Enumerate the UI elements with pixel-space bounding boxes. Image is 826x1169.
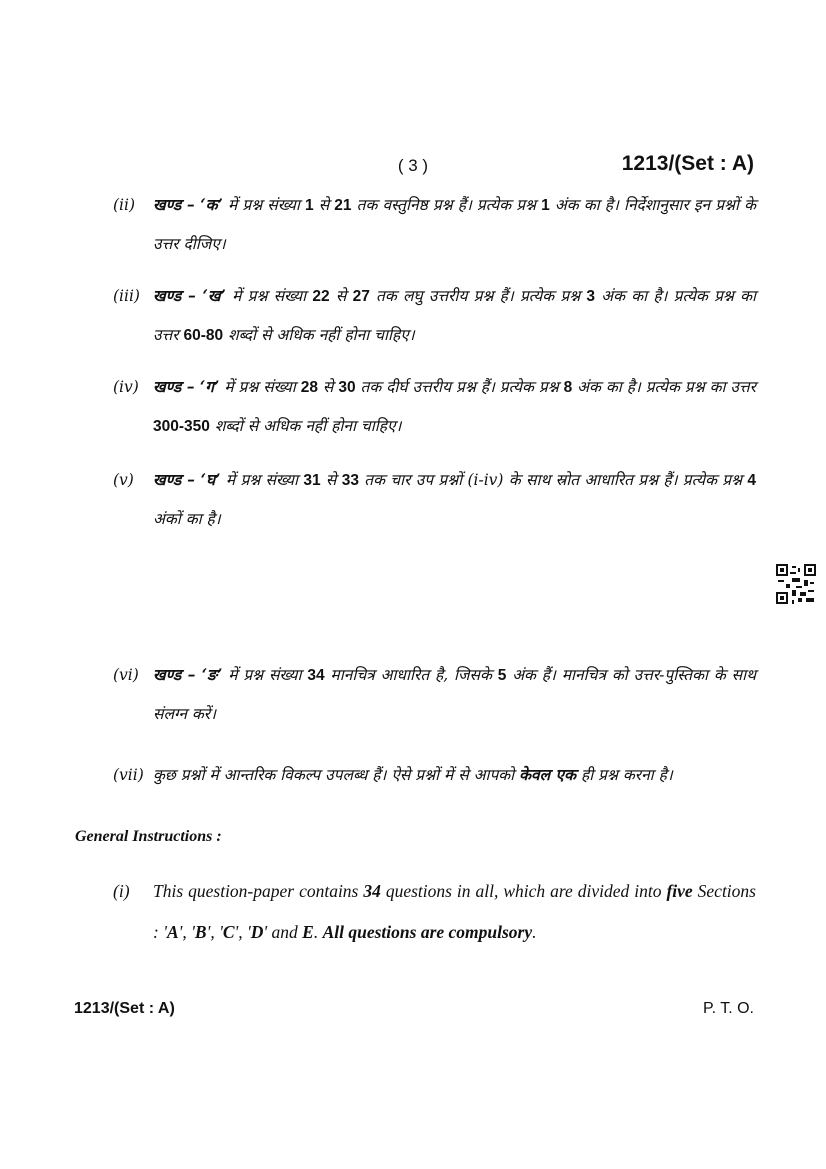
number-emphasis: 28 — [300, 379, 318, 396]
text-run: questions in all, which are divided into — [380, 881, 667, 901]
bold-emphasis: E — [302, 922, 314, 942]
text-run: में प्रश्न संख्या — [222, 666, 308, 684]
text-run: ही प्रश्न करना है। — [576, 766, 673, 784]
text-run: तक लघु उत्तरीय प्रश्न हैं। प्रत्येक प्रश्न — [369, 287, 587, 305]
text-run: शब्दों से अधिक नहीं होना चाहिए। — [223, 326, 415, 344]
set-code-header: 1213/(Set : A) — [621, 152, 754, 175]
instruction-iii — [113, 277, 756, 355]
instruction-vii — [113, 756, 756, 794]
instruction-text — [153, 368, 756, 446]
bold-emphasis: खण्ड – ‘ङ’ — [153, 665, 223, 684]
bold-emphasis: केवल एक — [519, 765, 577, 784]
instruction-v — [113, 461, 756, 538]
number-emphasis: 1 — [304, 197, 314, 214]
text-run: Sections : ' — [153, 881, 756, 942]
number-emphasis: 8 — [563, 379, 573, 396]
bold-emphasis: A — [166, 922, 179, 942]
instruction-ii — [113, 186, 756, 263]
instruction-marker: (i) — [113, 881, 130, 901]
bold-emphasis: All questions are compulsory — [322, 922, 533, 942]
text-run: तक वस्तुनिष्ठ प्रश्न हैं। प्रत्येक प्रश्न — [351, 196, 542, 214]
instruction-text — [153, 186, 756, 263]
text-run: अंक का है। निर्देशानुसार इन प्रश्नों के उत्तर दीजिए। — [153, 196, 757, 253]
text-run: तक दीर्घ उत्तरीय प्रश्न हैं। प्रत्येक प्रश्न — [355, 378, 564, 396]
instruction-iv — [113, 368, 756, 446]
text-run: से — [313, 196, 335, 214]
text-run: ', ' — [178, 922, 195, 942]
instruction-marker: (ii) — [113, 196, 136, 214]
qr-code-icon — [776, 564, 816, 604]
general-instructions-heading: General Instructions : — [75, 828, 222, 845]
text-run: मानचित्र आधारित है, जिसके — [324, 666, 498, 684]
bold-emphasis: 34 — [363, 881, 381, 901]
bold-emphasis: B — [194, 922, 207, 942]
instruction-text — [153, 871, 756, 953]
text-run: में प्रश्न संख्या — [220, 471, 304, 489]
instruction-text — [153, 656, 756, 733]
number-emphasis: 1 — [541, 197, 550, 214]
general-instruction-i — [113, 871, 756, 953]
text-run: . — [532, 922, 537, 942]
instruction-marker: (iv) — [113, 378, 139, 396]
bold-emphasis: खण्ड – ‘ख’ — [153, 286, 226, 305]
number-emphasis: 27 — [352, 288, 370, 305]
bold-emphasis: खण्ड – ‘घ’ — [153, 470, 221, 489]
text-run: में प्रश्न संख्या — [222, 196, 305, 214]
instruction-marker: (v) — [113, 471, 134, 489]
instruction-text — [153, 277, 756, 355]
text-run: ' and — [263, 922, 303, 942]
number-emphasis: 60-80 — [183, 327, 224, 344]
number-emphasis: 33 — [341, 472, 359, 489]
text-run: में प्रश्न संख्या — [225, 287, 313, 305]
text-run: अंक का है। प्रत्येक प्रश्न का उत्तर — [572, 378, 756, 396]
number-emphasis: 5 — [497, 667, 507, 684]
bold-emphasis: खण्ड – ‘क’ — [153, 195, 223, 214]
text-run: से — [320, 471, 342, 489]
bold-emphasis: खण्ड – ‘ग’ — [153, 377, 220, 396]
text-run: से — [317, 378, 339, 396]
instruction-text — [153, 756, 756, 794]
pto-label: P. T. O. — [703, 1000, 754, 1017]
text-run: कुछ प्रश्नों में आन्तरिक विकल्प उपलब्ध हैं। ऐसे प्रश्नों में से आपको — [153, 766, 520, 784]
text-run: से — [329, 287, 353, 305]
page-number: ( 3 ) — [397, 156, 429, 175]
text-run: ', ' — [234, 922, 251, 942]
instruction-marker: (vi) — [113, 666, 139, 684]
text-run: शब्दों से अधिक नहीं होना चाहिए। — [209, 417, 402, 435]
text-run: This question-paper contains — [153, 881, 364, 901]
text-run: . — [313, 922, 323, 942]
number-emphasis: 300-350 — [153, 418, 210, 435]
number-emphasis: 22 — [312, 288, 330, 305]
text-run: अंक हैं। मानचित्र को उत्तर-पुस्तिका के साथ संलग्न करें। — [153, 666, 756, 723]
text-run: तक चार उप प्रश्नों (i-iv) के साथ स्रोत आधारित प्रश्न हैं। प्रत्येक प्रश्न — [358, 471, 748, 489]
number-emphasis: 4 — [747, 472, 756, 489]
number-emphasis: 30 — [338, 379, 356, 396]
bold-emphasis: C — [222, 922, 235, 942]
bold-emphasis: D — [250, 922, 264, 942]
number-emphasis: 31 — [303, 472, 321, 489]
bold-emphasis: five — [666, 881, 693, 901]
instruction-vi — [113, 656, 756, 733]
instruction-marker: (vii) — [113, 766, 144, 784]
text-run: अंकों का है। — [153, 510, 221, 528]
number-emphasis: 3 — [586, 288, 596, 305]
instruction-marker: (iii) — [113, 287, 140, 305]
number-emphasis: 21 — [334, 197, 352, 214]
text-run: में प्रश्न संख्या — [219, 378, 301, 396]
text-run: अंक का है। प्रत्येक प्रश्न का उत्तर — [153, 287, 756, 344]
set-code-footer: 1213/(Set : A) — [74, 1000, 175, 1017]
instruction-text — [153, 461, 756, 538]
text-run: ', ' — [206, 922, 223, 942]
number-emphasis: 34 — [307, 667, 325, 684]
